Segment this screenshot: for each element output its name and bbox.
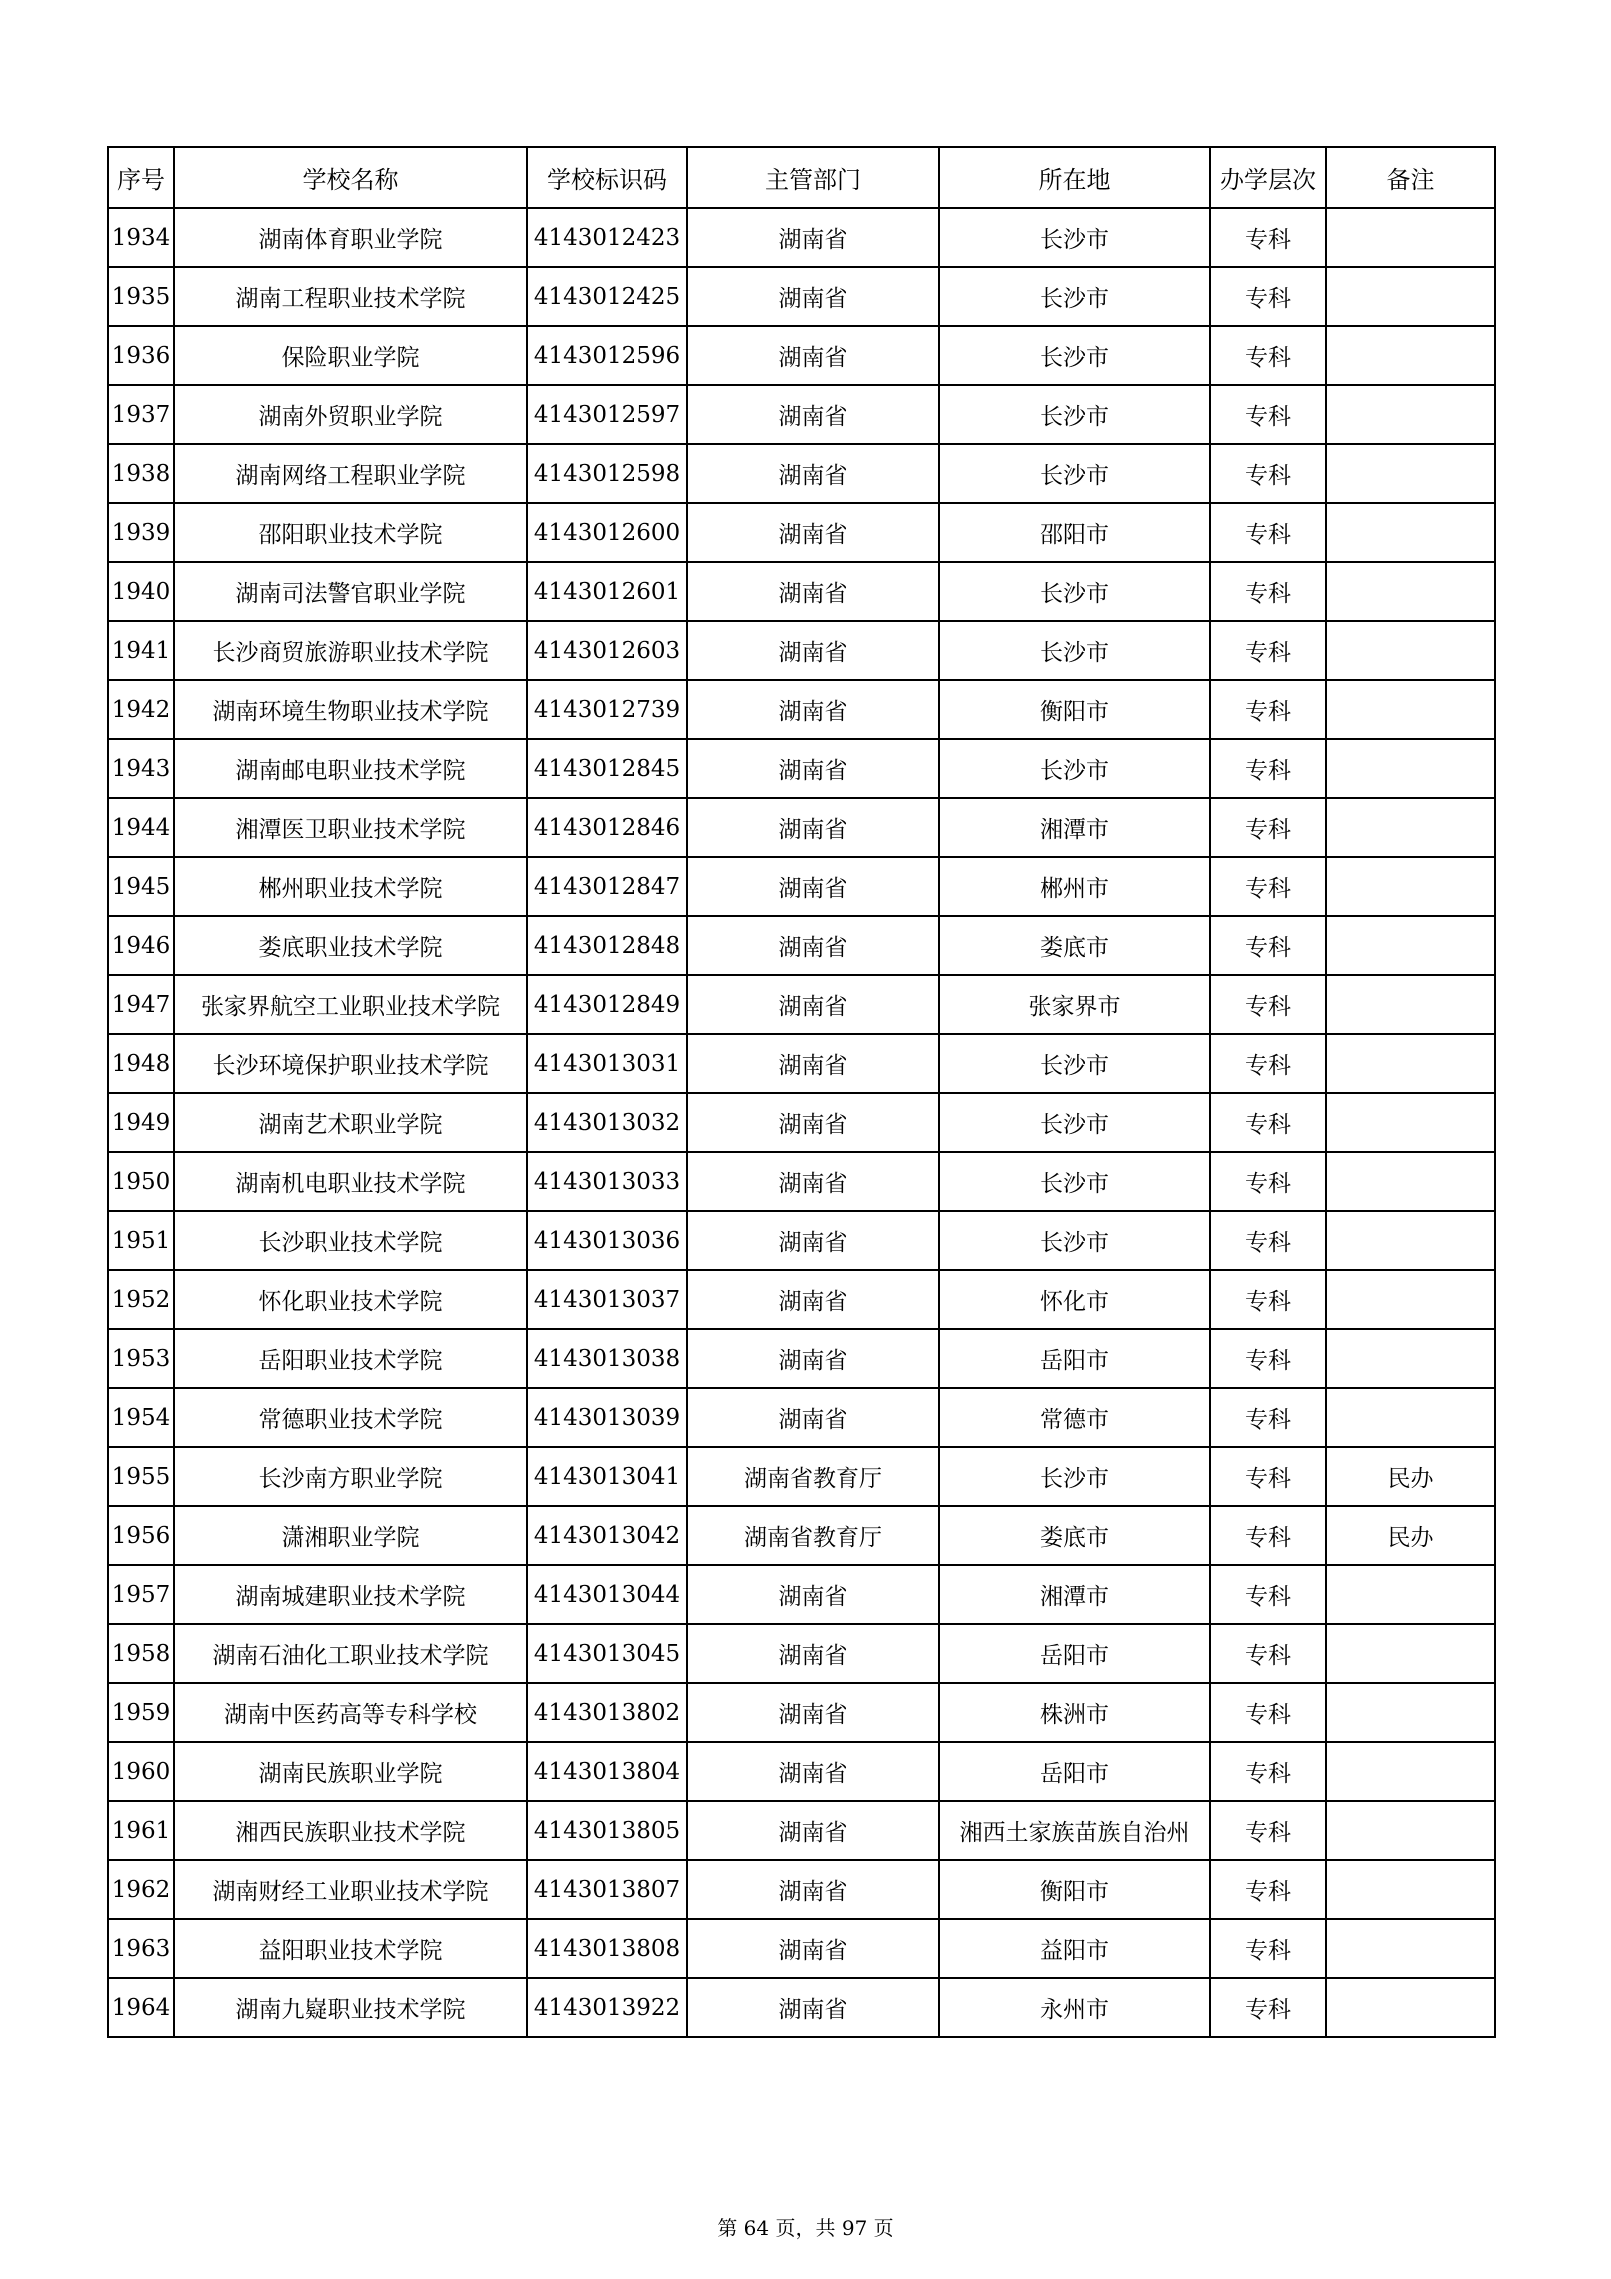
cell-level: 专科 (1210, 208, 1326, 267)
cell-school-name: 长沙职业技术学院 (174, 1211, 527, 1270)
cell-remarks (1326, 208, 1495, 267)
table-header-row (108, 147, 1495, 208)
table-row (108, 1388, 1495, 1447)
cell-location: 岳阳市 (939, 1742, 1210, 1801)
cell-location: 长沙市 (939, 739, 1210, 798)
cell-department: 湖南省 (687, 267, 939, 326)
cell-remarks (1326, 1624, 1495, 1683)
cell-remarks (1326, 267, 1495, 326)
table-body (108, 208, 1495, 2037)
cell-school-code: 4143013038 (527, 1329, 687, 1388)
header-remarks: 备注 (1326, 147, 1495, 208)
cell-seq: 1959 (108, 1683, 174, 1742)
cell-school-name: 湖南石油化工职业技术学院 (174, 1624, 527, 1683)
cell-school-name: 岳阳职业技术学院 (174, 1329, 527, 1388)
cell-remarks (1326, 1270, 1495, 1329)
cell-school-name: 长沙南方职业学院 (174, 1447, 527, 1506)
cell-level: 专科 (1210, 798, 1326, 857)
cell-level: 专科 (1210, 1211, 1326, 1270)
cell-remarks (1326, 1388, 1495, 1447)
cell-school-code: 4143012849 (527, 975, 687, 1034)
cell-seq: 1943 (108, 739, 174, 798)
cell-school-code: 4143012597 (527, 385, 687, 444)
cell-seq: 1945 (108, 857, 174, 916)
cell-school-code: 4143013807 (527, 1860, 687, 1919)
table-row (108, 562, 1495, 621)
table-row (108, 1565, 1495, 1624)
cell-remarks: 民办 (1326, 1447, 1495, 1506)
cell-seq: 1952 (108, 1270, 174, 1329)
cell-school-code: 4143013042 (527, 1506, 687, 1565)
cell-level: 专科 (1210, 267, 1326, 326)
cell-school-code: 4143013802 (527, 1683, 687, 1742)
cell-remarks (1326, 1034, 1495, 1093)
cell-location: 长沙市 (939, 1447, 1210, 1506)
table-row (108, 739, 1495, 798)
cell-department: 湖南省 (687, 326, 939, 385)
cell-school-code: 4143013032 (527, 1093, 687, 1152)
cell-department: 湖南省 (687, 1742, 939, 1801)
cell-location: 湘潭市 (939, 1565, 1210, 1624)
cell-remarks (1326, 1211, 1495, 1270)
cell-location: 长沙市 (939, 267, 1210, 326)
cell-level: 专科 (1210, 680, 1326, 739)
header-location: 所在地 (939, 147, 1210, 208)
cell-school-code: 4143012739 (527, 680, 687, 739)
table-row (108, 916, 1495, 975)
cell-school-code: 4143013045 (527, 1624, 687, 1683)
cell-school-name: 湖南中医药高等专科学校 (174, 1683, 527, 1742)
table-row (108, 385, 1495, 444)
cell-level: 专科 (1210, 562, 1326, 621)
cell-school-name: 潇湘职业学院 (174, 1506, 527, 1565)
cell-department: 湖南省 (687, 916, 939, 975)
cell-school-name: 湘潭医卫职业技术学院 (174, 798, 527, 857)
cell-level: 专科 (1210, 1801, 1326, 1860)
cell-department: 湖南省 (687, 1152, 939, 1211)
cell-school-code: 4143013804 (527, 1742, 687, 1801)
cell-department: 湖南省 (687, 621, 939, 680)
table-row (108, 1860, 1495, 1919)
cell-school-code: 4143012845 (527, 739, 687, 798)
table-row (108, 1919, 1495, 1978)
cell-level: 专科 (1210, 1093, 1326, 1152)
cell-seq: 1956 (108, 1506, 174, 1565)
cell-location: 长沙市 (939, 1093, 1210, 1152)
cell-seq: 1950 (108, 1152, 174, 1211)
cell-department: 湖南省 (687, 680, 939, 739)
cell-location: 湘潭市 (939, 798, 1210, 857)
cell-department: 湖南省 (687, 1978, 939, 2037)
cell-school-code: 4143013044 (527, 1565, 687, 1624)
cell-level: 专科 (1210, 326, 1326, 385)
cell-school-code: 4143012598 (527, 444, 687, 503)
cell-school-name: 湘西民族职业技术学院 (174, 1801, 527, 1860)
cell-department: 湖南省 (687, 385, 939, 444)
cell-seq: 1949 (108, 1093, 174, 1152)
cell-department: 湖南省 (687, 1683, 939, 1742)
cell-remarks (1326, 503, 1495, 562)
cell-department: 湖南省 (687, 739, 939, 798)
cell-seq: 1958 (108, 1624, 174, 1683)
cell-seq: 1954 (108, 1388, 174, 1447)
cell-school-name: 湖南工程职业技术学院 (174, 267, 527, 326)
cell-school-code: 4143012601 (527, 562, 687, 621)
cell-location: 常德市 (939, 1388, 1210, 1447)
table-row (108, 857, 1495, 916)
cell-department: 湖南省 (687, 975, 939, 1034)
cell-location: 长沙市 (939, 1211, 1210, 1270)
cell-remarks (1326, 562, 1495, 621)
cell-school-code: 4143012848 (527, 916, 687, 975)
cell-school-code: 4143013033 (527, 1152, 687, 1211)
cell-school-name: 湖南艺术职业学院 (174, 1093, 527, 1152)
cell-school-code: 4143012596 (527, 326, 687, 385)
cell-school-code: 4143012423 (527, 208, 687, 267)
cell-remarks (1326, 1919, 1495, 1978)
cell-department: 湖南省 (687, 1860, 939, 1919)
table-row (108, 1624, 1495, 1683)
cell-location: 衡阳市 (939, 1860, 1210, 1919)
table-row (108, 680, 1495, 739)
cell-school-code: 4143013036 (527, 1211, 687, 1270)
table-row (108, 1152, 1495, 1211)
cell-level: 专科 (1210, 1565, 1326, 1624)
cell-school-code: 4143013037 (527, 1270, 687, 1329)
cell-remarks (1326, 385, 1495, 444)
cell-location: 益阳市 (939, 1919, 1210, 1978)
cell-seq: 1936 (108, 326, 174, 385)
cell-remarks (1326, 680, 1495, 739)
cell-location: 长沙市 (939, 208, 1210, 267)
cell-remarks (1326, 1329, 1495, 1388)
cell-level: 专科 (1210, 916, 1326, 975)
cell-department: 湖南省 (687, 1034, 939, 1093)
cell-school-name: 长沙商贸旅游职业技术学院 (174, 621, 527, 680)
table-row (108, 1211, 1495, 1270)
cell-remarks (1326, 916, 1495, 975)
cell-level: 专科 (1210, 1683, 1326, 1742)
cell-school-code: 4143013039 (527, 1388, 687, 1447)
cell-department: 湖南省 (687, 562, 939, 621)
cell-remarks (1326, 1565, 1495, 1624)
cell-remarks (1326, 326, 1495, 385)
cell-school-code: 4143012603 (527, 621, 687, 680)
cell-location: 长沙市 (939, 385, 1210, 444)
cell-department: 湖南省 (687, 1624, 939, 1683)
cell-seq: 1946 (108, 916, 174, 975)
cell-remarks (1326, 1093, 1495, 1152)
cell-seq: 1937 (108, 385, 174, 444)
cell-department: 湖南省 (687, 1919, 939, 1978)
cell-department: 湖南省 (687, 857, 939, 916)
cell-school-name: 邵阳职业技术学院 (174, 503, 527, 562)
cell-remarks (1326, 798, 1495, 857)
cell-school-name: 湖南机电职业技术学院 (174, 1152, 527, 1211)
cell-level: 专科 (1210, 1388, 1326, 1447)
cell-location: 长沙市 (939, 1152, 1210, 1211)
cell-department: 湖南省 (687, 444, 939, 503)
cell-location: 衡阳市 (939, 680, 1210, 739)
cell-school-name: 益阳职业技术学院 (174, 1919, 527, 1978)
table-row (108, 503, 1495, 562)
cell-department: 湖南省 (687, 1388, 939, 1447)
table-row (108, 1447, 1495, 1506)
cell-school-name: 湖南财经工业职业技术学院 (174, 1860, 527, 1919)
cell-remarks (1326, 444, 1495, 503)
cell-school-name: 郴州职业技术学院 (174, 857, 527, 916)
cell-seq: 1935 (108, 267, 174, 326)
cell-seq: 1955 (108, 1447, 174, 1506)
header-school-name: 学校名称 (174, 147, 527, 208)
cell-level: 专科 (1210, 1447, 1326, 1506)
cell-seq: 1938 (108, 444, 174, 503)
cell-school-name: 娄底职业技术学院 (174, 916, 527, 975)
table-row (108, 444, 1495, 503)
table-row (108, 1801, 1495, 1860)
cell-department: 湖南省 (687, 1801, 939, 1860)
cell-seq: 1947 (108, 975, 174, 1034)
cell-location: 娄底市 (939, 1506, 1210, 1565)
cell-school-name: 张家界航空工业职业技术学院 (174, 975, 527, 1034)
cell-department: 湖南省 (687, 798, 939, 857)
cell-seq: 1961 (108, 1801, 174, 1860)
cell-school-name: 湖南九嶷职业技术学院 (174, 1978, 527, 2037)
cell-school-name: 湖南司法警官职业学院 (174, 562, 527, 621)
cell-seq: 1939 (108, 503, 174, 562)
cell-remarks (1326, 1683, 1495, 1742)
cell-seq: 1941 (108, 621, 174, 680)
cell-level: 专科 (1210, 1329, 1326, 1388)
cell-level: 专科 (1210, 444, 1326, 503)
cell-level: 专科 (1210, 1624, 1326, 1683)
cell-location: 岳阳市 (939, 1329, 1210, 1388)
cell-school-code: 4143012847 (527, 857, 687, 916)
cell-location: 长沙市 (939, 562, 1210, 621)
cell-seq: 1948 (108, 1034, 174, 1093)
cell-location: 张家界市 (939, 975, 1210, 1034)
cell-school-code: 4143012425 (527, 267, 687, 326)
cell-seq: 1957 (108, 1565, 174, 1624)
cell-department: 湖南省 (687, 1329, 939, 1388)
cell-school-code: 4143012600 (527, 503, 687, 562)
cell-remarks (1326, 1860, 1495, 1919)
cell-seq: 1964 (108, 1978, 174, 2037)
cell-seq: 1951 (108, 1211, 174, 1270)
cell-department: 湖南省 (687, 1270, 939, 1329)
cell-seq: 1953 (108, 1329, 174, 1388)
cell-level: 专科 (1210, 1506, 1326, 1565)
table-row (108, 1683, 1495, 1742)
cell-department: 湖南省 (687, 1565, 939, 1624)
cell-school-code: 4143012846 (527, 798, 687, 857)
cell-level: 专科 (1210, 1742, 1326, 1801)
cell-level: 专科 (1210, 621, 1326, 680)
cell-level: 专科 (1210, 503, 1326, 562)
cell-remarks (1326, 1801, 1495, 1860)
cell-level: 专科 (1210, 1034, 1326, 1093)
cell-school-name: 保险职业学院 (174, 326, 527, 385)
cell-level: 专科 (1210, 1270, 1326, 1329)
cell-remarks (1326, 1742, 1495, 1801)
header-seq: 序号 (108, 147, 174, 208)
cell-department: 湖南省教育厅 (687, 1506, 939, 1565)
cell-level: 专科 (1210, 857, 1326, 916)
cell-level: 专科 (1210, 1919, 1326, 1978)
table-row (108, 798, 1495, 857)
cell-school-name: 怀化职业技术学院 (174, 1270, 527, 1329)
table-row (108, 1093, 1495, 1152)
cell-location: 邵阳市 (939, 503, 1210, 562)
cell-school-name: 长沙环境保护职业技术学院 (174, 1034, 527, 1093)
cell-school-name: 湖南邮电职业技术学院 (174, 739, 527, 798)
table-row (108, 975, 1495, 1034)
cell-location: 长沙市 (939, 444, 1210, 503)
table-row (108, 1270, 1495, 1329)
cell-remarks (1326, 975, 1495, 1034)
cell-remarks (1326, 857, 1495, 916)
cell-school-code: 4143013041 (527, 1447, 687, 1506)
school-list-table-wrapper (107, 146, 1494, 2038)
header-school-code: 学校标识码 (527, 147, 687, 208)
cell-remarks (1326, 739, 1495, 798)
cell-seq: 1963 (108, 1919, 174, 1978)
cell-remarks (1326, 1152, 1495, 1211)
cell-location: 娄底市 (939, 916, 1210, 975)
cell-seq: 1944 (108, 798, 174, 857)
cell-school-code: 4143013031 (527, 1034, 687, 1093)
cell-location: 株洲市 (939, 1683, 1210, 1742)
school-list-table (107, 146, 1496, 2038)
cell-location: 长沙市 (939, 1034, 1210, 1093)
cell-level: 专科 (1210, 739, 1326, 798)
cell-school-name: 湖南外贸职业学院 (174, 385, 527, 444)
table-row (108, 621, 1495, 680)
cell-remarks (1326, 1978, 1495, 2037)
cell-location: 郴州市 (939, 857, 1210, 916)
cell-location: 湘西土家族苗族自治州 (939, 1801, 1210, 1860)
cell-seq: 1942 (108, 680, 174, 739)
cell-level: 专科 (1210, 1978, 1326, 2037)
cell-level: 专科 (1210, 975, 1326, 1034)
cell-location: 长沙市 (939, 621, 1210, 680)
cell-seq: 1940 (108, 562, 174, 621)
table-row (108, 208, 1495, 267)
cell-school-name: 湖南民族职业学院 (174, 1742, 527, 1801)
table-row (108, 1978, 1495, 2037)
cell-department: 湖南省 (687, 1093, 939, 1152)
header-level: 办学层次 (1210, 147, 1326, 208)
cell-location: 怀化市 (939, 1270, 1210, 1329)
cell-level: 专科 (1210, 1152, 1326, 1211)
table-row (108, 1329, 1495, 1388)
cell-department: 湖南省 (687, 1211, 939, 1270)
cell-department: 湖南省 (687, 503, 939, 562)
cell-remarks (1326, 621, 1495, 680)
cell-department: 湖南省 (687, 208, 939, 267)
table-row (108, 267, 1495, 326)
cell-location: 岳阳市 (939, 1624, 1210, 1683)
cell-school-code: 4143013808 (527, 1919, 687, 1978)
cell-seq: 1962 (108, 1860, 174, 1919)
cell-school-name: 常德职业技术学院 (174, 1388, 527, 1447)
cell-level: 专科 (1210, 1860, 1326, 1919)
cell-school-code: 4143013805 (527, 1801, 687, 1860)
cell-location: 永州市 (939, 1978, 1210, 2037)
table-row (108, 1034, 1495, 1093)
cell-school-name: 湖南网络工程职业学院 (174, 444, 527, 503)
cell-school-code: 4143013922 (527, 1978, 687, 2037)
cell-location: 长沙市 (939, 326, 1210, 385)
table-row (108, 326, 1495, 385)
cell-school-name: 湖南城建职业技术学院 (174, 1565, 527, 1624)
table-row (108, 1506, 1495, 1565)
cell-level: 专科 (1210, 385, 1326, 444)
cell-department: 湖南省教育厅 (687, 1447, 939, 1506)
cell-seq: 1934 (108, 208, 174, 267)
cell-school-name: 湖南体育职业学院 (174, 208, 527, 267)
cell-remarks: 民办 (1326, 1506, 1495, 1565)
table-row (108, 1742, 1495, 1801)
cell-seq: 1960 (108, 1742, 174, 1801)
header-department: 主管部门 (687, 147, 939, 208)
cell-school-name: 湖南环境生物职业技术学院 (174, 680, 527, 739)
page-footer: 第 64 页，共 97 页 (717, 2216, 894, 2240)
